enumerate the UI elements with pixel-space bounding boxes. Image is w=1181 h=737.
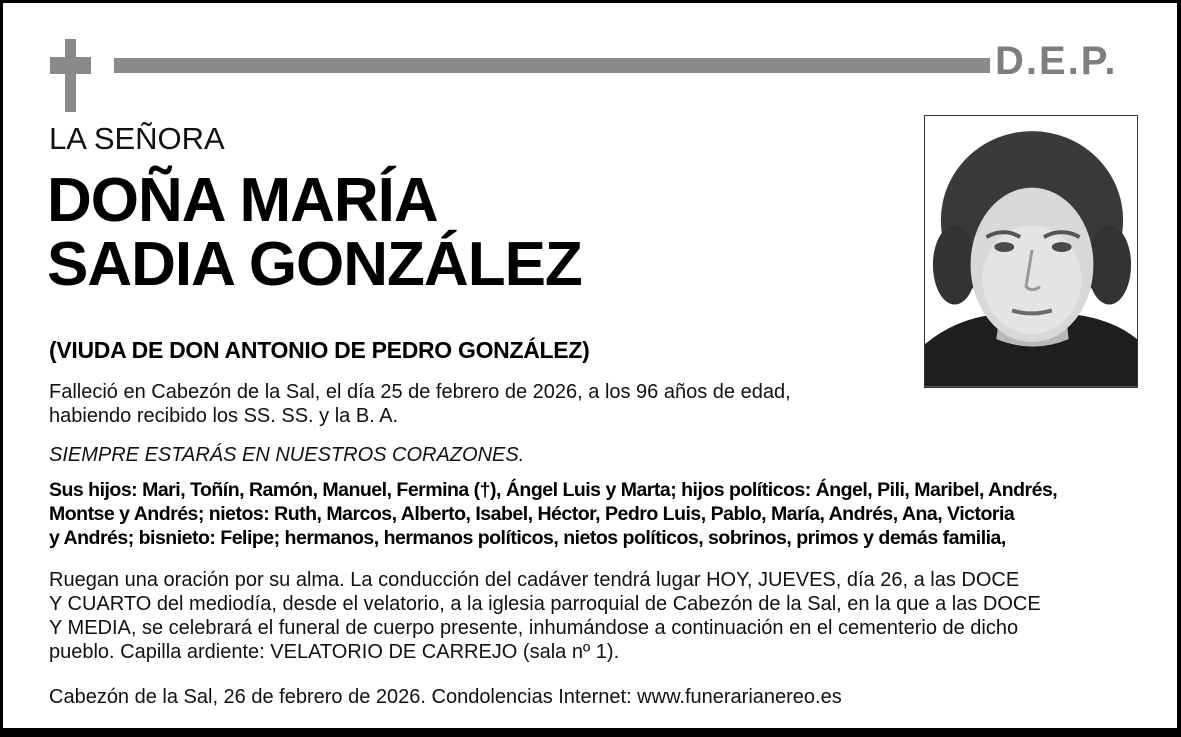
service-paragraph: [49, 568, 1041, 664]
family-line: Sus hijos: Mari, Toñín, Ramón, Manuel, Fermina (†), Ángel Luis y Marta; hijos políticos: Ángel, Pili, Maribel, Andrés,: [49, 479, 1058, 501]
dep-heading: D.E.P.: [995, 39, 1118, 83]
deceased-name: [47, 166, 582, 299]
family-line: y Andrés; bisnieto: Felipe; hermanos, hermanos políticos, nietos políticos, sobrinos, primos y demás familia,: [49, 527, 1006, 549]
service-line: Y MEDIA, se celebrará el funeral de cuerpo presente, inhumándose a continuación en el cementerio de dicho: [49, 617, 1019, 639]
portrait-image-icon: [925, 116, 1137, 387]
service-line: Ruegan una oración por su alma. La conducción del cadáver tendrá lugar HOY, JUEVES, día 26, a las DOCE: [49, 569, 1020, 591]
memorial-motto: SIEMPRE ESTARÁS EN NUESTROS CORAZONES.: [49, 444, 525, 466]
family-paragraph: [49, 478, 1057, 550]
deceased-name-line-1: DOÑA MARÍA: [47, 166, 438, 235]
honorific-title: LA SEÑORA: [49, 121, 225, 156]
family-line: Montse y Andrés; nietos: Ruth, Marcos, Alberto, Isabel, Héctor, Pedro Luis, Pablo, María, Andrés, Ana, Victoria: [49, 503, 1015, 525]
deceased-name-line-2: SADIA GONZÁLEZ: [47, 230, 582, 299]
cross-icon-horizontal: [50, 57, 91, 74]
header-rule: [114, 58, 990, 73]
service-line: Y CUARTO del mediodía, desde el velatorio, a la iglesia parroquial de Cabezón de la Sal, en la que a las DOCE: [49, 593, 1041, 615]
service-line: pueblo. Capilla ardiente: VELATORIO DE CARREJO (sala nº 1).: [49, 641, 620, 663]
portrait-photo: [924, 115, 1138, 388]
cross-icon-vertical: [65, 39, 76, 112]
widow-of-text: (VIUDA DE DON ANTONIO DE PEDRO GONZÁLEZ): [49, 337, 590, 363]
death-notice-line: habiendo recibido los SS. SS. y la B. A.: [49, 405, 399, 427]
footer-condolences: Cabezón de la Sal, 26 de febrero de 2026. Condolencias Internet: www.funerarianereo.es: [49, 686, 842, 708]
death-notice-paragraph: [49, 380, 791, 428]
death-notice-line: Falleció en Cabezón de la Sal, el día 25 de febrero de 2026, a los 96 años de edad,: [49, 381, 791, 403]
